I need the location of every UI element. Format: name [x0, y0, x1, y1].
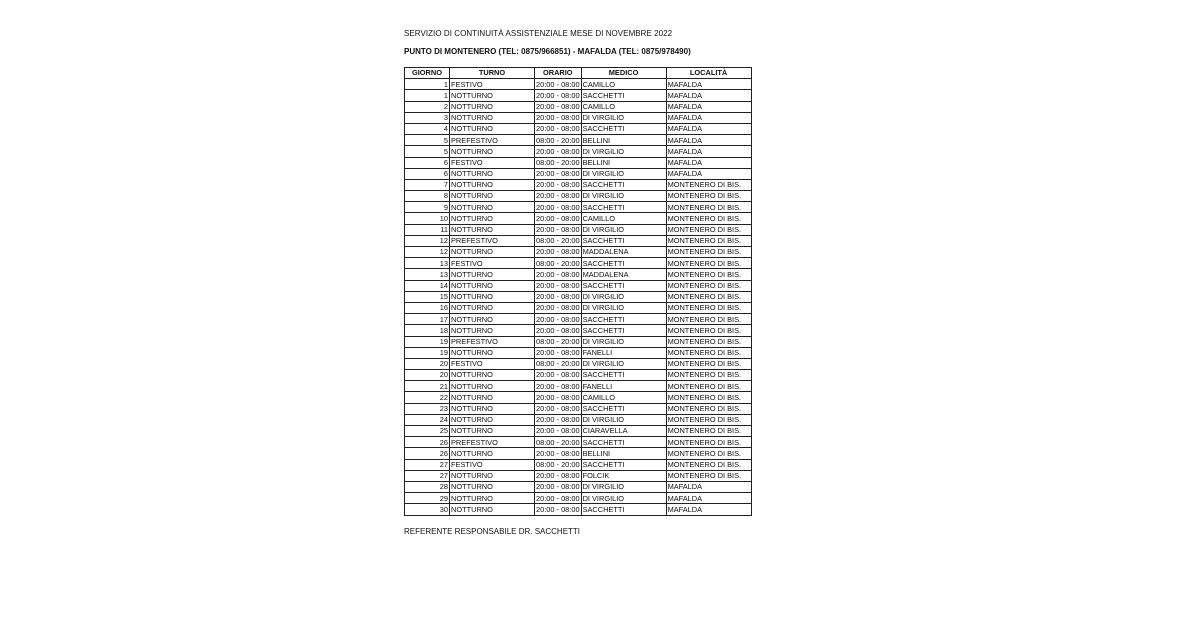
table-row: [405, 202, 752, 213]
header-row: [405, 68, 752, 79]
cell-turno: NOTTURNO: [450, 481, 535, 492]
cell-turno: NOTTURNO: [450, 448, 535, 459]
table-row: [405, 101, 752, 112]
cell-turno: FESTIVO: [450, 157, 535, 168]
cell-localita: MONTENERO DI BIS.: [666, 191, 751, 202]
cell-giorno: 27: [405, 470, 450, 481]
cell-turno: PREFESTIVO: [450, 235, 535, 246]
table-row: [405, 448, 752, 459]
table-row: [405, 247, 752, 258]
cell-localita: MAFALDA: [666, 90, 751, 101]
cell-medico: CIARAVELLA: [581, 426, 666, 437]
cell-localita: MONTENERO DI BIS.: [666, 291, 751, 302]
cell-medico: FANELLI: [581, 347, 666, 358]
table-row: [405, 314, 752, 325]
cell-turno: NOTTURNO: [450, 90, 535, 101]
cell-giorno: 12: [405, 235, 450, 246]
cell-giorno: 13: [405, 258, 450, 269]
table-row: [405, 336, 752, 347]
cell-orario: 20:00 - 08:00: [536, 471, 580, 481]
cell-giorno: 13: [405, 269, 450, 280]
cell-orario: 20:00 - 08:00: [536, 292, 580, 302]
table-row: [405, 358, 752, 369]
cell-localita: MONTENERO DI BIS.: [666, 302, 751, 313]
cell-localita: MONTENERO DI BIS.: [666, 179, 751, 190]
header-localita: LOCALITÀ: [666, 68, 751, 79]
cell-orario: 20:00 - 08:00: [536, 101, 580, 111]
cell-localita: MONTENERO DI BIS.: [666, 235, 751, 246]
cell-turno: NOTTURNO: [450, 325, 535, 336]
cell-turno: NOTTURNO: [450, 381, 535, 392]
header-medico: MEDICO: [581, 68, 666, 79]
cell-turno: NOTTURNO: [450, 168, 535, 179]
cell-localita: MONTENERO DI BIS.: [666, 448, 751, 459]
schedule-table-body: [405, 79, 752, 515]
cell-medico: SACCHETTI: [581, 459, 666, 470]
cell-localita: MONTENERO DI BIS.: [666, 202, 751, 213]
table-row: [405, 213, 752, 224]
cell-medico: DI VIRGILIO: [581, 191, 666, 202]
cell-orario: 20:00 - 08:00: [536, 392, 580, 402]
table-row: [405, 258, 752, 269]
header-giorno: GIORNO: [405, 68, 450, 79]
cell-localita: MONTENERO DI BIS.: [666, 437, 751, 448]
cell-turno: PREFESTIVO: [450, 437, 535, 448]
cell-localita: MONTENERO DI BIS.: [666, 392, 751, 403]
cell-giorno: 10: [405, 213, 450, 224]
cell-localita: MONTENERO DI BIS.: [666, 459, 751, 470]
table-row: [405, 191, 752, 202]
cell-turno: NOTTURNO: [450, 202, 535, 213]
cell-orario: 20:00 - 08:00: [536, 482, 580, 492]
table-row: [405, 112, 752, 123]
cell-turno: FESTIVO: [450, 79, 535, 90]
table-row: [405, 493, 752, 504]
cell-giorno: 8: [405, 191, 450, 202]
cell-turno: NOTTURNO: [450, 403, 535, 414]
cell-medico: DI VIRGILIO: [581, 146, 666, 157]
cell-giorno: 24: [405, 414, 450, 425]
cell-turno: NOTTURNO: [450, 347, 535, 358]
page-subtitle: PUNTO DI MONTENERO (TEL: 0875/966851) - MAFALDA (TEL: 0875/978490): [404, 47, 691, 56]
cell-localita: MONTENERO DI BIS.: [666, 381, 751, 392]
cell-medico: SACCHETTI: [581, 280, 666, 291]
table-row: [405, 157, 752, 168]
cell-giorno: 12: [405, 247, 450, 258]
cell-turno: FESTIVO: [450, 358, 535, 369]
cell-medico: SACCHETTI: [581, 123, 666, 134]
cell-localita: MONTENERO DI BIS.: [666, 314, 751, 325]
cell-medico: CAMILLO: [581, 79, 666, 90]
cell-orario: 08:00 - 20:00: [536, 258, 580, 268]
cell-giorno: 29: [405, 493, 450, 504]
cell-orario: 20:00 - 08:00: [536, 113, 580, 123]
cell-localita: MAFALDA: [666, 168, 751, 179]
cell-giorno: 5: [405, 146, 450, 157]
table-row: [405, 437, 752, 448]
header-orario: ORARIO: [535, 68, 582, 79]
cell-orario: 20:00 - 08:00: [536, 79, 580, 89]
cell-medico: DI VIRGILIO: [581, 414, 666, 425]
cell-medico: FANELLI: [581, 381, 666, 392]
cell-giorno: 2: [405, 101, 450, 112]
cell-localita: MAFALDA: [666, 135, 751, 146]
cell-giorno: 20: [405, 370, 450, 381]
cell-medico: DI VIRGILIO: [581, 358, 666, 369]
cell-medico: CAMILLO: [581, 213, 666, 224]
cell-turno: NOTTURNO: [450, 123, 535, 134]
cell-localita: MONTENERO DI BIS.: [666, 347, 751, 358]
cell-orario: 08:00 - 20:00: [536, 157, 580, 167]
table-row: [405, 291, 752, 302]
cell-localita: MAFALDA: [666, 112, 751, 123]
cell-orario: 08:00 - 20:00: [536, 459, 580, 469]
cell-localita: MONTENERO DI BIS.: [666, 414, 751, 425]
cell-localita: MONTENERO DI BIS.: [666, 403, 751, 414]
cell-medico: CAMILLO: [581, 101, 666, 112]
cell-orario: 20:00 - 08:00: [536, 90, 580, 100]
table-row: [405, 481, 752, 492]
cell-giorno: 3: [405, 112, 450, 123]
cell-localita: MAFALDA: [666, 481, 751, 492]
cell-localita: MAFALDA: [666, 146, 751, 157]
cell-medico: SACCHETTI: [581, 437, 666, 448]
cell-medico: DI VIRGILIO: [581, 336, 666, 347]
cell-giorno: 21: [405, 381, 450, 392]
cell-turno: NOTTURNO: [450, 247, 535, 258]
cell-localita: MONTENERO DI BIS.: [666, 336, 751, 347]
cell-medico: DI VIRGILIO: [581, 481, 666, 492]
cell-orario: 20:00 - 08:00: [536, 493, 580, 503]
cell-turno: FESTIVO: [450, 459, 535, 470]
cell-turno: PREFESTIVO: [450, 135, 535, 146]
cell-giorno: 22: [405, 392, 450, 403]
cell-medico: FOLCIK: [581, 470, 666, 481]
cell-orario: 08:00 - 20:00: [536, 135, 580, 145]
cell-giorno: 19: [405, 336, 450, 347]
table-row: [405, 470, 752, 481]
cell-medico: SACCHETTI: [581, 179, 666, 190]
footer-note: REFERENTE RESPONSABILE DR. SACCHETTI: [404, 527, 581, 536]
cell-localita: MAFALDA: [666, 101, 751, 112]
cell-medico: SACCHETTI: [581, 314, 666, 325]
table-row: [405, 79, 752, 90]
cell-medico: SACCHETTI: [581, 370, 666, 381]
cell-turno: NOTTURNO: [450, 504, 535, 515]
cell-medico: SACCHETTI: [581, 504, 666, 515]
cell-orario: 20:00 - 08:00: [536, 180, 580, 190]
cell-medico: BELLINI: [581, 157, 666, 168]
cell-medico: MADDALENA: [581, 269, 666, 280]
cell-localita: MAFALDA: [666, 157, 751, 168]
cell-localita: MONTENERO DI BIS.: [666, 258, 751, 269]
cell-localita: MONTENERO DI BIS.: [666, 370, 751, 381]
cell-giorno: 14: [405, 280, 450, 291]
cell-turno: NOTTURNO: [450, 493, 535, 504]
table-row: [405, 414, 752, 425]
cell-localita: MONTENERO DI BIS.: [666, 224, 751, 235]
cell-turno: NOTTURNO: [450, 314, 535, 325]
cell-giorno: 15: [405, 291, 450, 302]
schedule-table: [404, 67, 752, 516]
table-row: [405, 280, 752, 291]
cell-giorno: 28: [405, 481, 450, 492]
cell-turno: NOTTURNO: [450, 280, 535, 291]
table-row: [405, 90, 752, 101]
cell-turno: NOTTURNO: [450, 179, 535, 190]
cell-orario: 20:00 - 08:00: [536, 404, 580, 414]
cell-medico: DI VIRGILIO: [581, 224, 666, 235]
cell-turno: FESTIVO: [450, 258, 535, 269]
cell-turno: NOTTURNO: [450, 392, 535, 403]
cell-giorno: 4: [405, 123, 450, 134]
cell-turno: NOTTURNO: [450, 224, 535, 235]
table-row: [405, 135, 752, 146]
cell-localita: MONTENERO DI BIS.: [666, 426, 751, 437]
cell-giorno: 16: [405, 302, 450, 313]
cell-medico: DI VIRGILIO: [581, 168, 666, 179]
table-row: [405, 325, 752, 336]
cell-giorno: 7: [405, 179, 450, 190]
cell-turno: NOTTURNO: [450, 291, 535, 302]
cell-giorno: 26: [405, 448, 450, 459]
cell-medico: DI VIRGILIO: [581, 291, 666, 302]
cell-medico: BELLINI: [581, 448, 666, 459]
cell-giorno: 5: [405, 135, 450, 146]
cell-medico: SACCHETTI: [581, 202, 666, 213]
cell-giorno: 6: [405, 157, 450, 168]
cell-giorno: 18: [405, 325, 450, 336]
cell-localita: MONTENERO DI BIS.: [666, 280, 751, 291]
cell-orario: 20:00 - 08:00: [536, 415, 580, 425]
cell-localita: MONTENERO DI BIS.: [666, 325, 751, 336]
cell-giorno: 20: [405, 358, 450, 369]
cell-localita: MAFALDA: [666, 504, 751, 515]
table-row: [405, 347, 752, 358]
cell-turno: NOTTURNO: [450, 213, 535, 224]
cell-giorno: 23: [405, 403, 450, 414]
table-row: [405, 302, 752, 313]
cell-orario: 20:00 - 08:00: [536, 504, 580, 514]
cell-medico: SACCHETTI: [581, 325, 666, 336]
cell-turno: NOTTURNO: [450, 370, 535, 381]
header-turno: TURNO: [450, 68, 535, 79]
cell-orario: 08:00 - 20:00: [536, 437, 580, 447]
cell-turno: NOTTURNO: [450, 146, 535, 157]
cell-turno: NOTTURNO: [450, 426, 535, 437]
table-row: [405, 269, 752, 280]
cell-turno: NOTTURNO: [450, 470, 535, 481]
cell-localita: MONTENERO DI BIS.: [666, 247, 751, 258]
cell-turno: NOTTURNO: [450, 269, 535, 280]
table-row: [405, 459, 752, 470]
cell-orario: 08:00 - 20:00: [536, 236, 580, 246]
cell-orario: 20:00 - 08:00: [536, 247, 580, 257]
cell-turno: NOTTURNO: [450, 302, 535, 313]
table-row: [405, 381, 752, 392]
table-row: [405, 146, 752, 157]
cell-orario: 20:00 - 08:00: [536, 191, 580, 201]
cell-localita: MAFALDA: [666, 79, 751, 90]
cell-medico: DI VIRGILIO: [581, 302, 666, 313]
table-row: [405, 168, 752, 179]
cell-giorno: 27: [405, 459, 450, 470]
cell-giorno: 19: [405, 347, 450, 358]
cell-orario: 20:00 - 08:00: [536, 124, 580, 134]
cell-localita: MONTENERO DI BIS.: [666, 358, 751, 369]
cell-orario: 20:00 - 08:00: [536, 325, 580, 335]
cell-orario: 20:00 - 08:00: [536, 225, 580, 235]
cell-giorno: 11: [405, 224, 450, 235]
cell-turno: PREFESTIVO: [450, 336, 535, 347]
cell-giorno: 30: [405, 504, 450, 515]
table-row: [405, 504, 752, 515]
cell-giorno: 6: [405, 168, 450, 179]
cell-localita: MAFALDA: [666, 493, 751, 504]
cell-orario: 20:00 - 08:00: [536, 348, 580, 358]
cell-medico: SACCHETTI: [581, 403, 666, 414]
cell-orario: 20:00 - 08:00: [536, 280, 580, 290]
table-row: [405, 403, 752, 414]
table-row: [405, 123, 752, 134]
cell-orario: 20:00 - 08:00: [536, 370, 580, 380]
cell-orario: 08:00 - 20:00: [536, 336, 580, 346]
cell-giorno: 1: [405, 79, 450, 90]
cell-orario: 20:00 - 08:00: [536, 213, 580, 223]
cell-localita: MONTENERO DI BIS.: [666, 470, 751, 481]
cell-medico: BELLINI: [581, 135, 666, 146]
table-row: [405, 235, 752, 246]
cell-medico: DI VIRGILIO: [581, 493, 666, 504]
cell-giorno: 9: [405, 202, 450, 213]
cell-giorno: 25: [405, 426, 450, 437]
table-row: [405, 370, 752, 381]
cell-medico: MADDALENA: [581, 247, 666, 258]
cell-medico: SACCHETTI: [581, 235, 666, 246]
table-row: [405, 426, 752, 437]
cell-medico: CAMILLO: [581, 392, 666, 403]
cell-localita: MONTENERO DI BIS.: [666, 269, 751, 280]
cell-giorno: 17: [405, 314, 450, 325]
cell-turno: NOTTURNO: [450, 112, 535, 123]
cell-turno: NOTTURNO: [450, 101, 535, 112]
cell-orario: 20:00 - 08:00: [536, 448, 580, 458]
cell-medico: SACCHETTI: [581, 90, 666, 101]
cell-orario: 20:00 - 08:00: [536, 146, 580, 156]
cell-orario: 20:00 - 08:00: [536, 426, 580, 436]
table-row: [405, 224, 752, 235]
cell-orario: 20:00 - 08:00: [536, 303, 580, 313]
cell-orario: 20:00 - 08:00: [536, 381, 580, 391]
cell-turno: NOTTURNO: [450, 414, 535, 425]
cell-giorno: 26: [405, 437, 450, 448]
cell-localita: MONTENERO DI BIS.: [666, 213, 751, 224]
cell-orario: 20:00 - 08:00: [536, 269, 580, 279]
cell-orario: 20:00 - 08:00: [536, 314, 580, 324]
cell-giorno: 1: [405, 90, 450, 101]
table-row: [405, 392, 752, 403]
cell-medico: DI VIRGILIO: [581, 112, 666, 123]
schedule-table-head: [405, 68, 752, 79]
cell-localita: MAFALDA: [666, 123, 751, 134]
cell-orario: 20:00 - 08:00: [536, 169, 580, 179]
cell-turno: NOTTURNO: [450, 191, 535, 202]
cell-orario: 08:00 - 20:00: [536, 359, 580, 369]
cell-orario: 20:00 - 08:00: [536, 202, 580, 212]
table-row: [405, 179, 752, 190]
page-title: SERVIZIO DI CONTINUITÀ ASSISTENZIALE MESE DI NOVEMBRE 2022: [404, 29, 673, 38]
cell-medico: SACCHETTI: [581, 258, 666, 269]
